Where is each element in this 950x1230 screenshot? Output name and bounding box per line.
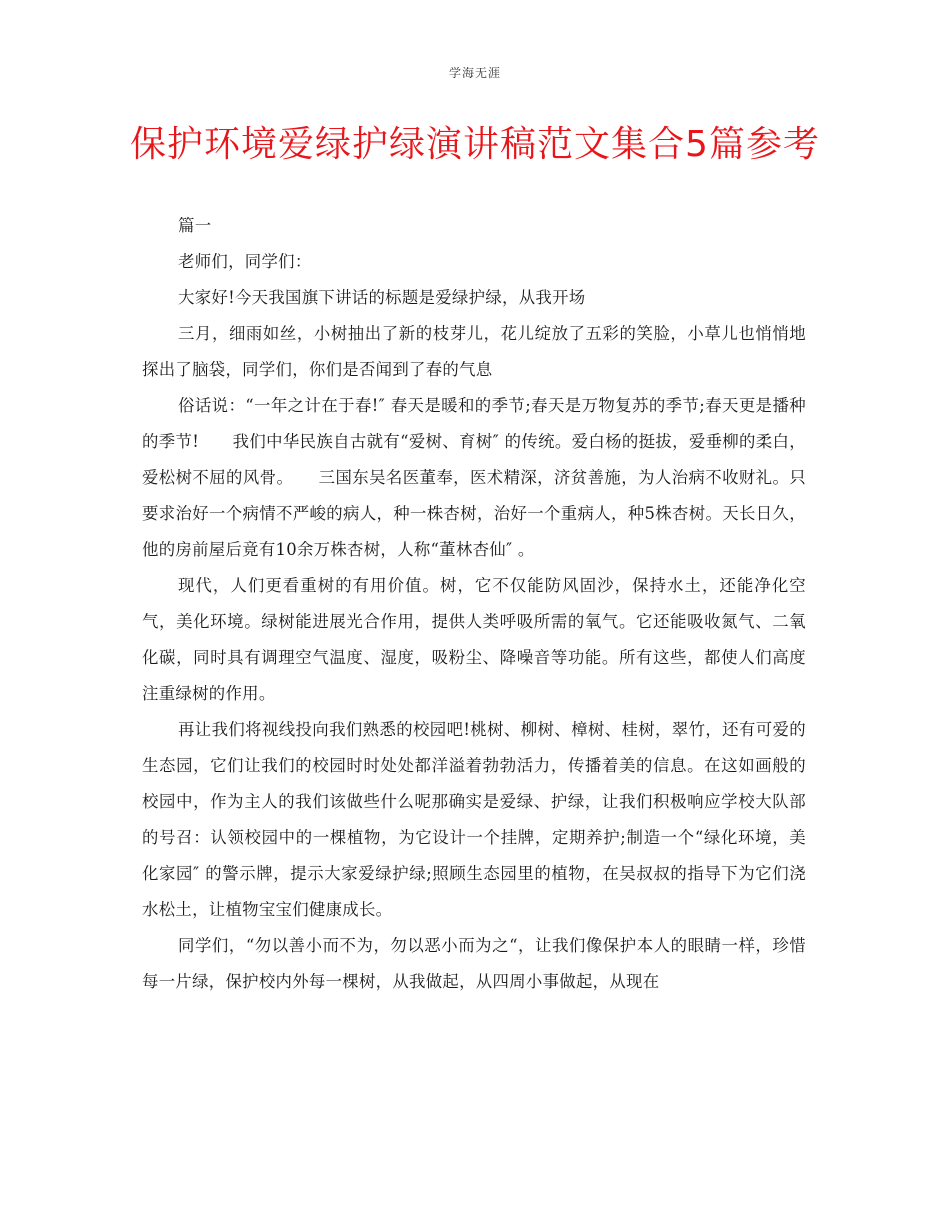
document-title: 保护环境爱绿护绿演讲稿范文集合5篇参考: [130, 124, 820, 165]
paragraph: 现代，人们更看重树的有用价值。树，它不仅能防风固沙，保持水土，还能净化空气，美化环境。绿树能进展光合作用，提供人类呼吸所需的氧气。它还能吸收氮气、二氧化碳，同时具有调理空气温度、湿度，吸粉尘、降噪音等功能。所有这些，都使人们高度注重绿树的作用。: [142, 576, 806, 703]
paragraph: 同学们，“勿以善小而不为，勿以恶小而为之“，让我们像保护本人的眼睛一样，珍惜每一片绿，保护校内外每一棵树，从我做起，从四周小事做起，从现在: [142, 936, 806, 991]
paragraph: 三月，细雨如丝，小树抽出了新的枝芽儿，花儿绽放了五彩的笑脸，小草儿也悄悄地探出了脑袋，同学们，你们是否闻到了春的气息: [142, 324, 806, 379]
opening-line: 大家好!今天我国旗下讲话的标题是爱绿护绿，从我开场: [178, 288, 586, 307]
section-label: 篇一: [178, 216, 212, 235]
paragraph: 俗话说：“一年之计在于春!″ 春天是暖和的季节;春天是万物复苏的季节;春天更是播种的季节! 我们中华民族自古就有“爱树、育树″ 的传统。爱白杨的挺拔，爱垂柳的柔白，爱松树不屈的风骨。 三国东吴名医董奉，医术精深，济贫善施，为人治病不收财礼。只要求治好一个病情不严峻的病人，种一株杏树，治好一个重病人，种5株杏树。天长日久，他的房前屋后竟有10余万株杏树，人称“董林杏仙″ 。: [142, 396, 806, 559]
paragraph: 再让我们将视线投向我们熟悉的校园吧!桃树、柳树、樟树、桂树，翠竹，还有可爱的生态园，它们让我们的校园时时处处都洋溢着勃勃活力，传播着美的信息。在这如画般的校园中，作为主人的我们该做些什么呢那确实是爱绿、护绿，让我们积极响应学校大队部的号召：认领校园中的一棵植物，为它设计一个挂牌，定期养护;制造一个“绿化环境，美化家园″ 的警示牌，提示大家爱绿护绿;照顾生态园里的植物，在吴叔叔的指导下为它们浇水松土，让植物宝宝们健康成长。: [142, 720, 806, 919]
salutation: 老师们，同学们：: [178, 252, 312, 271]
page-header: 学海无涯: [448, 66, 501, 80]
document-body: [142, 208, 806, 1000]
